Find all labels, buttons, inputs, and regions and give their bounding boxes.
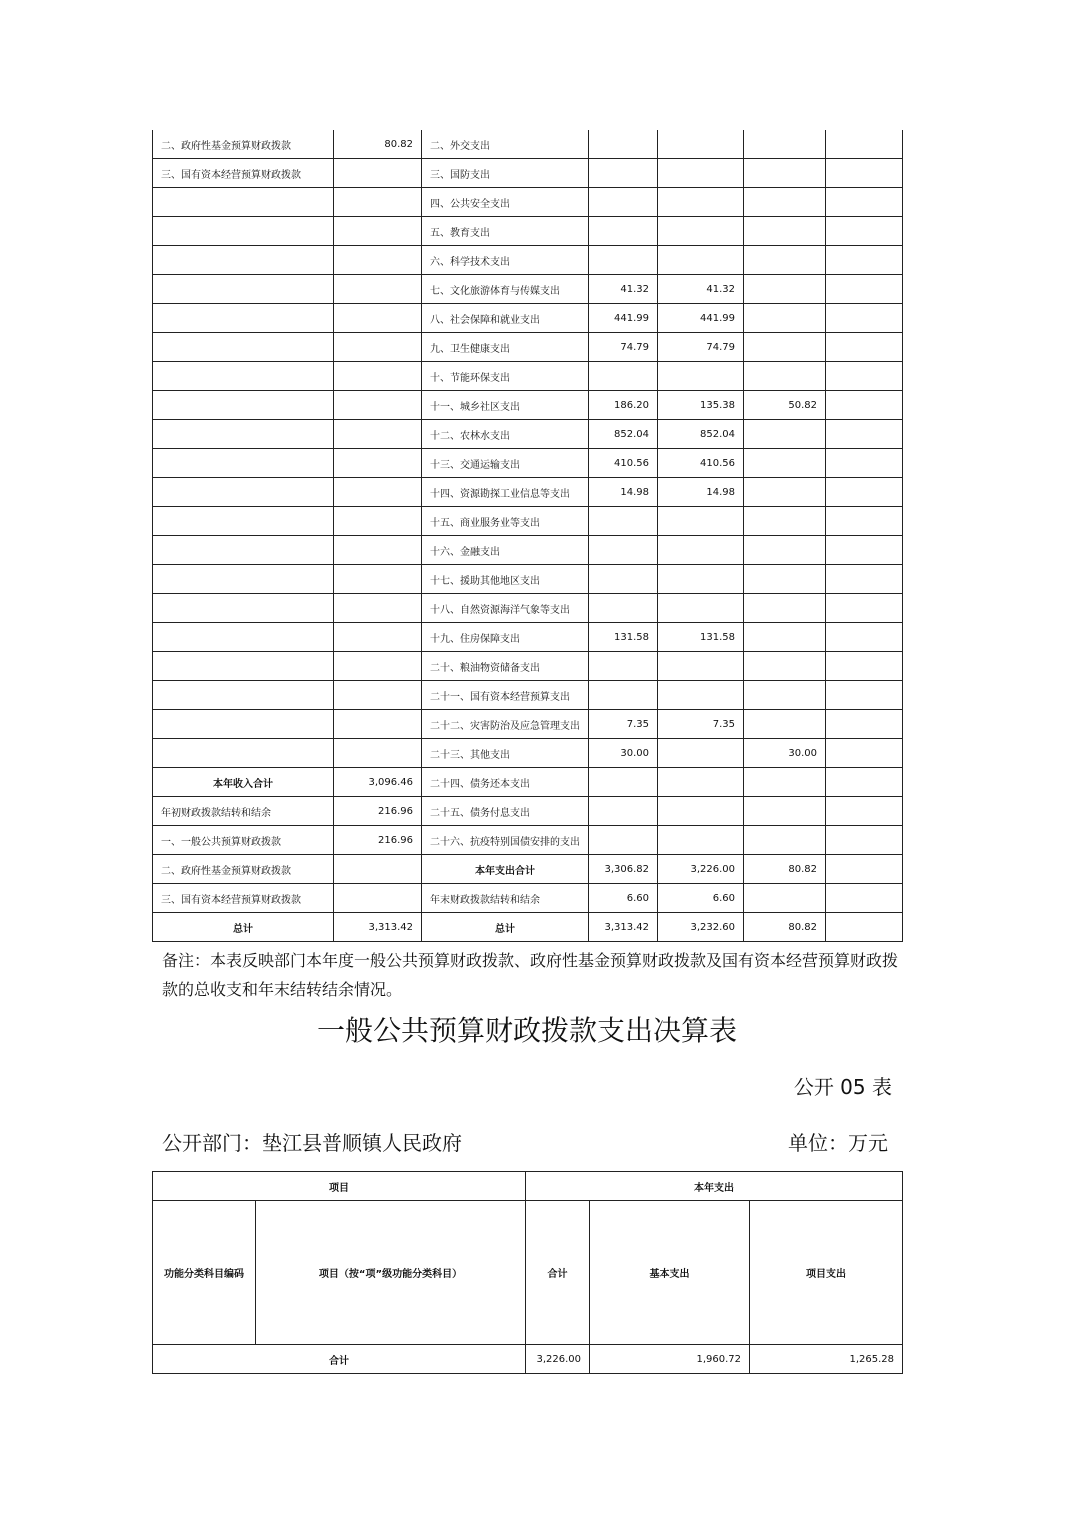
table-cell bbox=[589, 797, 658, 826]
table-cell bbox=[589, 246, 658, 275]
table-cell: 3,226.00 bbox=[658, 855, 744, 884]
table-cell bbox=[658, 362, 744, 391]
table-cell: 二十五、债务付息支出 bbox=[422, 797, 589, 826]
table-cell bbox=[153, 275, 334, 304]
table-cell: 年末财政拨款结转和结余 bbox=[422, 884, 589, 913]
table-cell bbox=[658, 565, 744, 594]
col-item-header: 项目（按“项”级功能分类科目） bbox=[256, 1201, 526, 1345]
table-cell bbox=[334, 246, 422, 275]
table-cell: 二、政府性基金预算财政拨款 bbox=[153, 855, 334, 884]
table-cell: 131.58 bbox=[658, 623, 744, 652]
table-cell: 80.82 bbox=[744, 913, 826, 942]
basic-value: 1,960.72 bbox=[590, 1345, 750, 1374]
table-cell bbox=[826, 507, 903, 536]
table-cell: 441.99 bbox=[589, 304, 658, 333]
header-year-expense: 本年支出 bbox=[526, 1172, 903, 1201]
total-row-label: 合计 bbox=[153, 1345, 526, 1374]
table-cell: 410.56 bbox=[658, 449, 744, 478]
table-row bbox=[153, 159, 903, 188]
table-cell bbox=[658, 826, 744, 855]
table-cell: 3,096.46 bbox=[334, 768, 422, 797]
table-row bbox=[153, 855, 903, 884]
table-cell bbox=[589, 507, 658, 536]
table-note: 备注：本表反映部门本年度一般公共预算财政拨款、政府性基金预算财政拨款及国有资本经营预算财政拨款的总收支和年末结转结余情况。 bbox=[162, 951, 899, 999]
table-cell bbox=[589, 565, 658, 594]
table-cell: 186.20 bbox=[589, 391, 658, 420]
table-cell: 十二、农林水支出 bbox=[422, 420, 589, 449]
table-row bbox=[153, 130, 903, 159]
fiscal-summary-body bbox=[153, 130, 903, 942]
table-cell: 十四、资源勘探工业信息等支出 bbox=[422, 478, 589, 507]
table-cell bbox=[826, 130, 903, 159]
table-row bbox=[153, 246, 903, 275]
table-cell bbox=[744, 884, 826, 913]
table-cell bbox=[744, 333, 826, 362]
table-cell: 131.58 bbox=[589, 623, 658, 652]
table-cell: 216.96 bbox=[334, 797, 422, 826]
table-cell bbox=[744, 246, 826, 275]
table-cell: 80.82 bbox=[744, 855, 826, 884]
table-cell: 九、卫生健康支出 bbox=[422, 333, 589, 362]
table-cell: 本年收入合计 bbox=[153, 768, 334, 797]
table-cell bbox=[826, 420, 903, 449]
table-cell: 30.00 bbox=[744, 739, 826, 768]
table-cell bbox=[589, 362, 658, 391]
table-code: 公开 05 表 bbox=[793, 1075, 892, 1099]
table-cell: 八、社会保障和就业支出 bbox=[422, 304, 589, 333]
table-cell: 3,313.42 bbox=[589, 913, 658, 942]
table-cell bbox=[334, 159, 422, 188]
table-cell: 四、公共安全支出 bbox=[422, 188, 589, 217]
table-cell bbox=[744, 304, 826, 333]
table-cell: 十七、援助其他地区支出 bbox=[422, 565, 589, 594]
table-cell bbox=[334, 739, 422, 768]
table-cell bbox=[826, 304, 903, 333]
table-cell bbox=[744, 130, 826, 159]
table-cell: 3,306.82 bbox=[589, 855, 658, 884]
table-cell bbox=[744, 449, 826, 478]
table-cell: 总计 bbox=[422, 913, 589, 942]
table-cell bbox=[744, 710, 826, 739]
table-cell: 二十六、抗疫特别国债安排的支出 bbox=[422, 826, 589, 855]
col-code-header: 功能分类科目编码 bbox=[153, 1201, 256, 1345]
page-title: 一般公共预算财政拨款支出决算表 bbox=[316, 1014, 737, 1047]
table-cell bbox=[334, 507, 422, 536]
table-cell bbox=[658, 681, 744, 710]
table-cell: 三、国防支出 bbox=[422, 159, 589, 188]
table-cell: 6.60 bbox=[658, 884, 744, 913]
table-cell bbox=[334, 304, 422, 333]
table-cell: 年初财政拨款结转和结余 bbox=[153, 797, 334, 826]
table-row bbox=[153, 391, 903, 420]
table-cell: 十三、交通运输支出 bbox=[422, 449, 589, 478]
table-cell: 216.96 bbox=[334, 826, 422, 855]
table-cell bbox=[153, 333, 334, 362]
table-cell bbox=[826, 536, 903, 565]
table-cell bbox=[826, 449, 903, 478]
table-cell: 一、一般公共预算财政拨款 bbox=[153, 826, 334, 855]
table-cell: 410.56 bbox=[589, 449, 658, 478]
table-cell: 本年支出合计 bbox=[422, 855, 589, 884]
table-row bbox=[153, 362, 903, 391]
table-cell bbox=[153, 710, 334, 739]
table-row bbox=[153, 217, 903, 246]
table-cell bbox=[153, 217, 334, 246]
table-cell: 852.04 bbox=[658, 420, 744, 449]
table-cell: 14.98 bbox=[589, 478, 658, 507]
table-cell bbox=[334, 855, 422, 884]
table-cell bbox=[826, 739, 903, 768]
table-cell bbox=[744, 159, 826, 188]
table-cell bbox=[589, 594, 658, 623]
table-cell bbox=[589, 681, 658, 710]
table-cell: 六、科学技术支出 bbox=[422, 246, 589, 275]
table-cell bbox=[334, 652, 422, 681]
table-row bbox=[153, 304, 903, 333]
table-cell: 总计 bbox=[153, 913, 334, 942]
table-row bbox=[153, 536, 903, 565]
table-cell bbox=[153, 681, 334, 710]
table-cell bbox=[744, 594, 826, 623]
col-basic-header: 基本支出 bbox=[590, 1201, 750, 1345]
table-cell bbox=[334, 681, 422, 710]
table-cell: 30.00 bbox=[589, 739, 658, 768]
table-cell bbox=[744, 768, 826, 797]
table-cell bbox=[658, 159, 744, 188]
table-cell bbox=[826, 797, 903, 826]
table-cell: 三、国有资本经营预算财政拨款 bbox=[153, 884, 334, 913]
table-row bbox=[153, 478, 903, 507]
table-cell bbox=[153, 362, 334, 391]
unit-label: 单位：万元 bbox=[788, 1131, 888, 1155]
table-cell bbox=[153, 188, 334, 217]
table-cell bbox=[153, 304, 334, 333]
table-cell bbox=[334, 217, 422, 246]
table-cell bbox=[826, 217, 903, 246]
table-cell bbox=[153, 565, 334, 594]
table-cell bbox=[589, 159, 658, 188]
table-cell bbox=[153, 739, 334, 768]
table-cell bbox=[744, 797, 826, 826]
table-cell bbox=[658, 217, 744, 246]
table-cell: 41.32 bbox=[658, 275, 744, 304]
table-cell bbox=[153, 652, 334, 681]
table-cell bbox=[826, 884, 903, 913]
table-cell bbox=[334, 420, 422, 449]
table-row bbox=[153, 652, 903, 681]
table-cell: 7.35 bbox=[589, 710, 658, 739]
table-cell bbox=[658, 536, 744, 565]
table-cell: 74.79 bbox=[658, 333, 744, 362]
table-cell: 3,313.42 bbox=[334, 913, 422, 942]
table-cell bbox=[826, 159, 903, 188]
table-cell bbox=[589, 536, 658, 565]
table-cell bbox=[658, 739, 744, 768]
table-cell: 二十二、灾害防治及应急管理支出 bbox=[422, 710, 589, 739]
col-project-header: 项目支出 bbox=[750, 1201, 903, 1345]
table-cell bbox=[744, 623, 826, 652]
table-cell bbox=[826, 391, 903, 420]
table-cell: 14.98 bbox=[658, 478, 744, 507]
header-project: 项目 bbox=[153, 1172, 526, 1201]
table-cell bbox=[334, 594, 422, 623]
table-cell bbox=[334, 391, 422, 420]
table-cell: 3,232.60 bbox=[658, 913, 744, 942]
table-row bbox=[153, 565, 903, 594]
table-cell bbox=[334, 188, 422, 217]
table-cell: 二十一、国有资本经营预算支出 bbox=[422, 681, 589, 710]
table-cell bbox=[334, 362, 422, 391]
table-row bbox=[153, 768, 903, 797]
table-cell bbox=[334, 478, 422, 507]
table-cell: 二、政府性基金预算财政拨款 bbox=[153, 130, 334, 159]
table-row bbox=[153, 739, 903, 768]
table-row bbox=[153, 681, 903, 710]
table-cell bbox=[658, 507, 744, 536]
table-cell bbox=[744, 275, 826, 304]
table-cell: 7.35 bbox=[658, 710, 744, 739]
table-cell: 74.79 bbox=[589, 333, 658, 362]
table-cell bbox=[334, 710, 422, 739]
table-cell bbox=[589, 130, 658, 159]
table-cell bbox=[826, 652, 903, 681]
table-cell bbox=[334, 536, 422, 565]
table-cell bbox=[153, 478, 334, 507]
table-row bbox=[153, 420, 903, 449]
table-cell bbox=[153, 536, 334, 565]
table-cell bbox=[153, 594, 334, 623]
table-cell: 80.82 bbox=[334, 130, 422, 159]
table-cell bbox=[744, 217, 826, 246]
table-row bbox=[153, 333, 903, 362]
table-cell bbox=[153, 420, 334, 449]
table-cell bbox=[744, 681, 826, 710]
table-cell: 852.04 bbox=[589, 420, 658, 449]
table-row bbox=[153, 826, 903, 855]
table-cell bbox=[744, 826, 826, 855]
table-cell: 441.99 bbox=[658, 304, 744, 333]
table-cell: 三、国有资本经营预算财政拨款 bbox=[153, 159, 334, 188]
table-cell bbox=[826, 681, 903, 710]
table-cell bbox=[334, 623, 422, 652]
table-row bbox=[153, 884, 903, 913]
table-cell: 二十三、其他支出 bbox=[422, 739, 589, 768]
table-cell bbox=[334, 333, 422, 362]
table-cell bbox=[153, 507, 334, 536]
table-cell bbox=[826, 826, 903, 855]
table-cell: 五、教育支出 bbox=[422, 217, 589, 246]
table-cell: 二十四、债务还本支出 bbox=[422, 768, 589, 797]
table-cell bbox=[658, 594, 744, 623]
table-cell bbox=[334, 449, 422, 478]
table-cell bbox=[826, 246, 903, 275]
table-cell bbox=[744, 188, 826, 217]
table-row bbox=[153, 710, 903, 739]
table-row bbox=[153, 275, 903, 304]
table-cell: 6.60 bbox=[589, 884, 658, 913]
table-cell bbox=[826, 710, 903, 739]
table-cell: 二、外交支出 bbox=[422, 130, 589, 159]
table-cell bbox=[826, 188, 903, 217]
table-cell bbox=[153, 623, 334, 652]
table-cell bbox=[658, 130, 744, 159]
table-cell bbox=[589, 217, 658, 246]
table-cell bbox=[826, 565, 903, 594]
table-cell bbox=[153, 449, 334, 478]
table-cell bbox=[589, 652, 658, 681]
table-cell bbox=[658, 797, 744, 826]
table-cell: 十、节能环保支出 bbox=[422, 362, 589, 391]
table-cell: 十八、自然资源海洋气象等支出 bbox=[422, 594, 589, 623]
col-total-header: 合计 bbox=[526, 1201, 590, 1345]
table-cell: 十一、城乡社区支出 bbox=[422, 391, 589, 420]
table-cell bbox=[744, 507, 826, 536]
table-cell: 41.32 bbox=[589, 275, 658, 304]
table-cell: 十六、金融支出 bbox=[422, 536, 589, 565]
table-cell bbox=[744, 420, 826, 449]
table-cell bbox=[589, 768, 658, 797]
table-row bbox=[153, 594, 903, 623]
table-row bbox=[153, 507, 903, 536]
table-cell: 十五、商业服务业等支出 bbox=[422, 507, 589, 536]
table-cell bbox=[744, 565, 826, 594]
table-row bbox=[153, 623, 903, 652]
general-budget-expense-table bbox=[152, 1171, 903, 1374]
table-cell bbox=[826, 855, 903, 884]
table-cell bbox=[334, 565, 422, 594]
table-cell bbox=[826, 333, 903, 362]
table-cell bbox=[826, 768, 903, 797]
table-cell: 七、文化旅游体育与传媒支出 bbox=[422, 275, 589, 304]
table-cell bbox=[744, 536, 826, 565]
table-cell bbox=[826, 275, 903, 304]
table-cell bbox=[153, 246, 334, 275]
total-value: 3,226.00 bbox=[526, 1345, 590, 1374]
table-cell bbox=[658, 768, 744, 797]
table-cell bbox=[744, 362, 826, 391]
project-value: 1,265.28 bbox=[750, 1345, 903, 1374]
fiscal-summary-table bbox=[152, 130, 903, 942]
table-cell bbox=[658, 246, 744, 275]
table-cell: 二十、粮油物资储备支出 bbox=[422, 652, 589, 681]
department-label: 公开部门：垫江县普顺镇人民政府 bbox=[162, 1131, 462, 1155]
table-cell bbox=[658, 652, 744, 681]
table-cell bbox=[334, 884, 422, 913]
table-cell: 135.38 bbox=[658, 391, 744, 420]
table-cell bbox=[826, 623, 903, 652]
table-cell: 50.82 bbox=[744, 391, 826, 420]
table-cell bbox=[826, 362, 903, 391]
table-row bbox=[153, 797, 903, 826]
table-row bbox=[153, 449, 903, 478]
table-cell bbox=[826, 478, 903, 507]
table-cell bbox=[826, 913, 903, 942]
table-cell bbox=[334, 275, 422, 304]
table-cell: 十九、住房保障支出 bbox=[422, 623, 589, 652]
table-cell bbox=[153, 391, 334, 420]
table-row bbox=[153, 188, 903, 217]
table-cell bbox=[826, 594, 903, 623]
table-cell bbox=[744, 478, 826, 507]
table-cell bbox=[744, 652, 826, 681]
table-cell bbox=[589, 188, 658, 217]
table-cell bbox=[589, 826, 658, 855]
table-row bbox=[153, 913, 903, 942]
table-cell bbox=[658, 188, 744, 217]
